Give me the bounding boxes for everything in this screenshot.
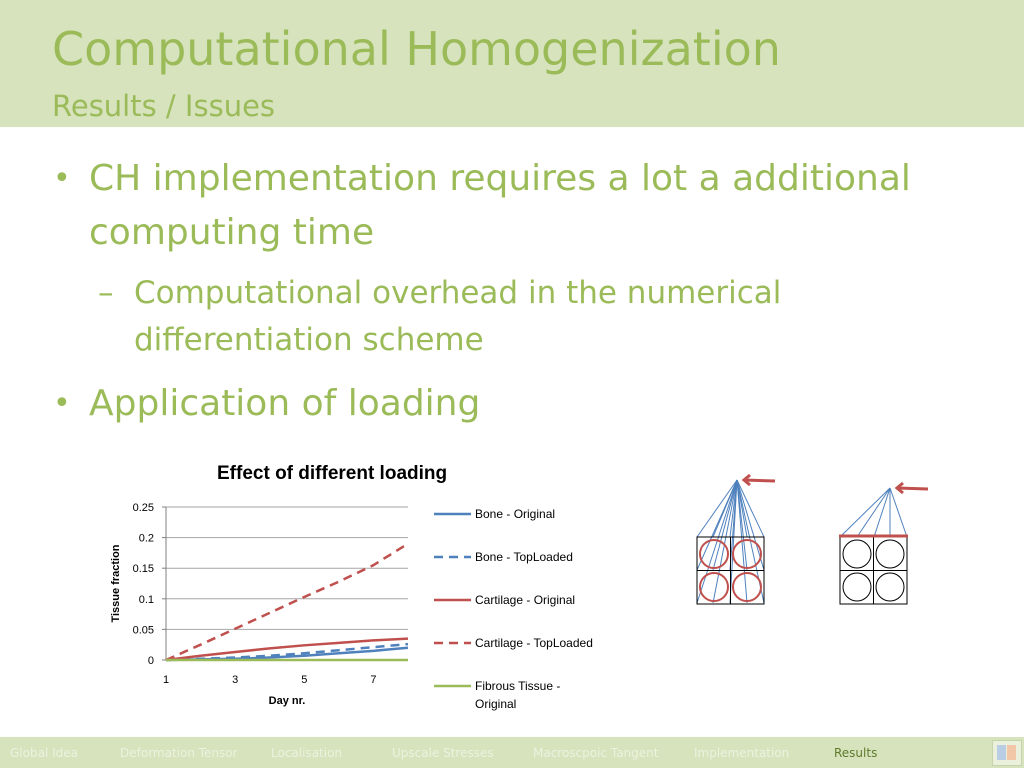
y-axis-label: Tissue fraction xyxy=(110,544,122,623)
subbullet-text-line-2: differentiation scheme xyxy=(134,322,484,358)
footer-nav-item-macroscpoic-tangent[interactable]: Macroscpoic Tangent xyxy=(533,746,659,760)
footer-nav-item-deformation-tensor[interactable]: Deformation Tensor xyxy=(120,746,238,760)
legend-label: Original xyxy=(475,697,517,711)
slide-subtitle: Results / Issues xyxy=(52,89,276,123)
legend-label: Bone - TopLoaded xyxy=(475,550,573,564)
footer-nav xyxy=(0,737,1024,768)
footer-nav-item-implementation[interactable]: Implementation xyxy=(694,746,790,760)
load-arrow xyxy=(744,480,775,481)
cell-circle xyxy=(876,540,904,568)
y-tick-label: 0.2 xyxy=(138,532,154,545)
cell-circle xyxy=(733,540,761,568)
series-line-cartilage-toploaded xyxy=(166,544,408,660)
dash-marker: – xyxy=(98,275,114,311)
chart-title: Effect of different loading xyxy=(217,463,448,484)
subbullet-overhead xyxy=(98,270,782,364)
subbullet-text-line-1: Computational overhead in the numerical xyxy=(134,275,782,311)
slide-thumbnail-icon[interactable] xyxy=(992,740,1022,766)
constraint-line xyxy=(857,488,890,537)
y-tick-label: 0 xyxy=(147,655,154,667)
constraint-line xyxy=(890,488,907,537)
x-tick-label: 7 xyxy=(370,674,377,686)
slide-header xyxy=(0,0,1024,127)
bullet-text-line-2: computing time xyxy=(89,212,375,253)
y-tick-label: 0.1 xyxy=(138,593,154,606)
legend-label: Cartilage - TopLoaded xyxy=(475,636,593,650)
x-tick-label: 1 xyxy=(162,674,170,686)
bullet-marker: • xyxy=(53,386,71,421)
y-tick-label: 0.25 xyxy=(132,502,154,514)
cell-circle xyxy=(843,573,871,601)
footer-nav-item-results[interactable]: Results xyxy=(834,746,878,760)
cell-circle xyxy=(876,573,904,601)
loading-diagram xyxy=(690,470,940,610)
footer-nav-item-global-idea[interactable]: Global Idea xyxy=(10,746,78,760)
x-tick-label: 3 xyxy=(232,674,239,686)
bullet-text: Application of loading xyxy=(89,383,481,424)
y-tick-label: 0.15 xyxy=(132,563,154,576)
legend-label: Fibrous Tissue - xyxy=(475,679,561,693)
x-tick-label: 5 xyxy=(301,674,308,686)
footer-nav-item-localisation[interactable]: Localisation xyxy=(271,746,343,760)
line-chart xyxy=(100,490,620,720)
load-arrow xyxy=(897,488,928,489)
rve-grid-right xyxy=(840,537,907,604)
legend-label: Bone - Original xyxy=(475,507,556,521)
bullet-marker: • xyxy=(53,161,71,196)
y-tick-label: 0.05 xyxy=(132,624,154,637)
bullet-text-line-1: CH implementation requires a lot a additional xyxy=(89,158,911,199)
cell-circle xyxy=(733,573,761,601)
footer-nav-item-upscale-stresses[interactable]: Upscale Stresses xyxy=(392,746,494,760)
legend-label: Cartilage - Original xyxy=(475,593,576,607)
bullet-loading xyxy=(53,377,481,431)
cell-circle xyxy=(843,540,871,568)
x-axis-label: Day nr. xyxy=(268,695,306,707)
slide-title: Computational Homogenization xyxy=(52,22,781,76)
bullet-computing-time xyxy=(53,152,911,260)
